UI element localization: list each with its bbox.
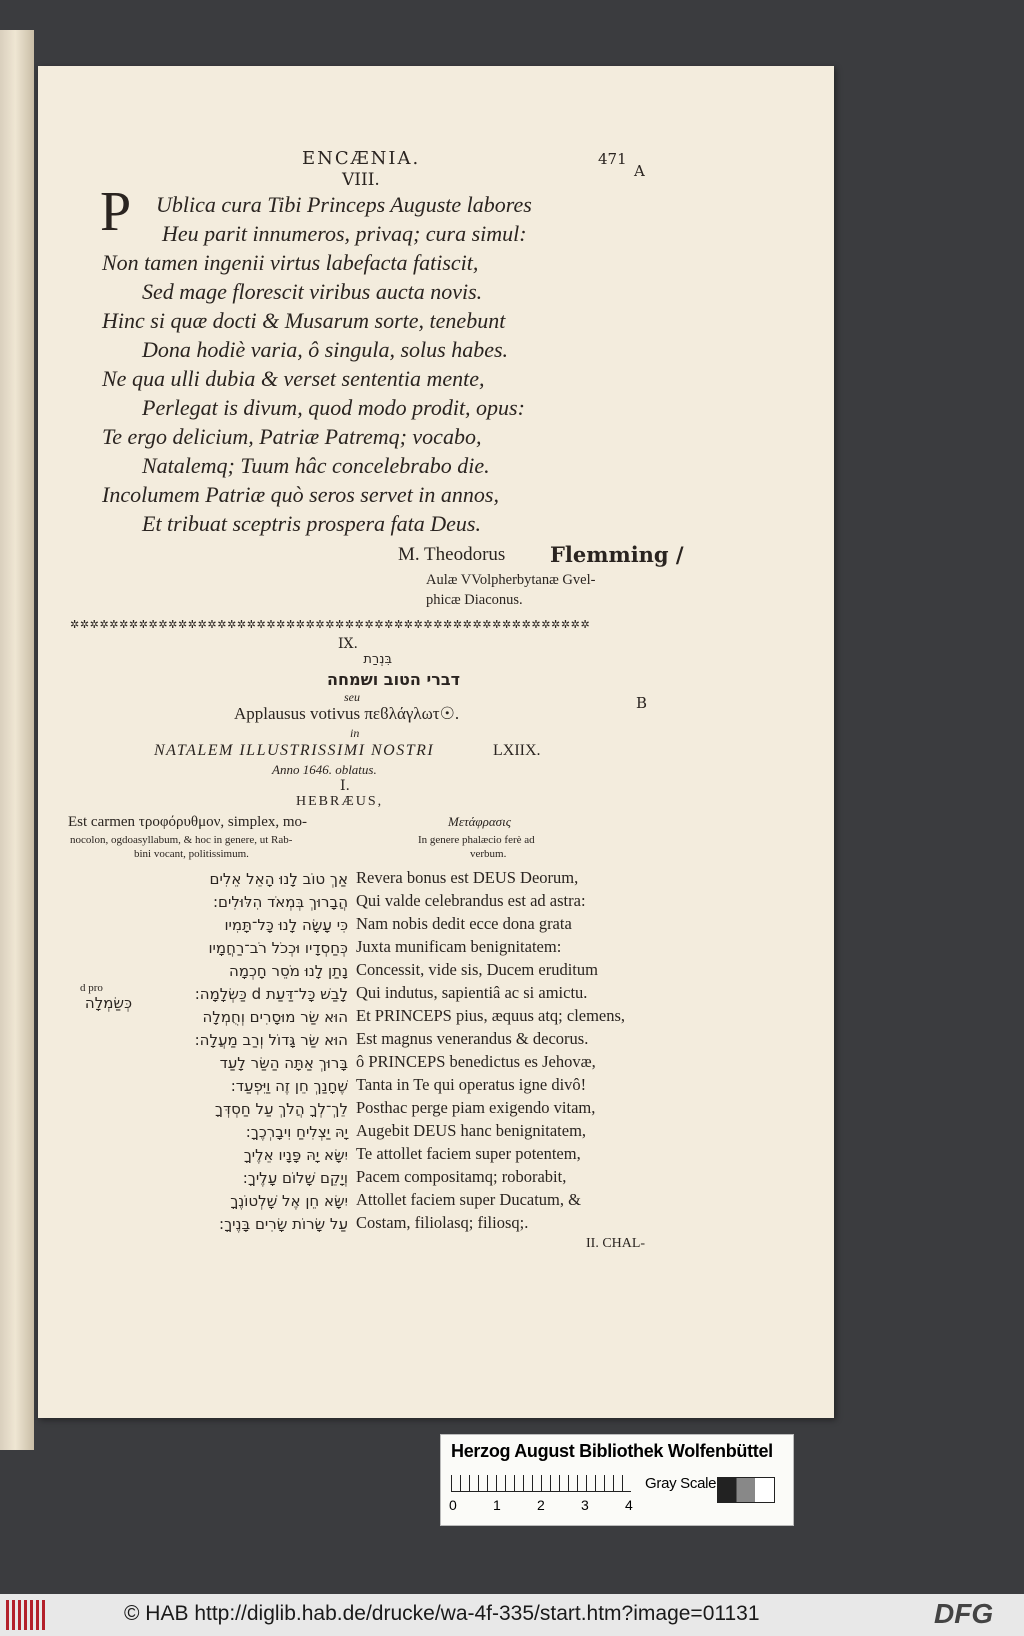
author-name: M. Theodorus <box>398 544 506 565</box>
drop-cap: P <box>100 181 132 243</box>
latin-line: Qui valde celebrandus est ad astra: <box>356 891 586 910</box>
poem-line: Non tamen ingenii virtus labefacta fatiscit, <box>102 250 479 275</box>
left-note-line: nocolon, ogdoasyllabum, & hoc in genere, ut Rab- <box>70 834 293 846</box>
latin-line: Qui indutus, sapientiâ ac si amictu. <box>356 983 588 1002</box>
poem-line: Hinc si quæ docti & Musarum sorte, tenebunt <box>102 308 506 333</box>
ruler <box>451 1475 631 1492</box>
hebrew-line: לָבַשׁ כָּל־דַּעַת d כַּשְׂלָמָה: <box>194 985 348 1003</box>
hebrew-line: אַךְ טוֹב לָנוּ הָאֵל אֵלִים <box>209 870 348 888</box>
in-word: in <box>350 726 360 740</box>
right-note-line: In genere phalæcio ferè ad <box>418 834 535 846</box>
hebrew-line: וְיָקֵם שָׁלוֹם עָלֶיךָ: <box>242 1169 348 1187</box>
section-number-viii: VIII. <box>342 170 380 190</box>
ruler-number: 0 <box>449 1497 457 1513</box>
latin-line: Juxta munificam benignitatem: <box>356 937 562 956</box>
hebraeus-heading: HEBRÆUS, <box>296 794 384 809</box>
ruler-number: 2 <box>537 1497 545 1513</box>
latin-line: Augebit DEUS hanc benignitatem, <box>356 1121 587 1140</box>
ornament-rule: ✲✲✲✲✲✲✲✲✲✲✲✲✲✲✲✲✲✲✲✲✲✲✲✲✲✲✲✲✲✲✲✲✲✲✲✲✲✲✲✲✲✲✲✲✲✲✲✲✲✲✲✲✲ <box>70 618 591 631</box>
right-note-title: Μετάφρασις <box>448 814 511 829</box>
right-note-line: verbum. <box>470 848 507 860</box>
document-page <box>38 66 834 1418</box>
latin-line: Nam nobis dedit ecce dona grata <box>356 914 572 933</box>
poem-line: Incolumem Patriæ quò seros servet in annos, <box>102 482 499 507</box>
poem-line: Sed mage florescit viribus aucta novis. <box>142 279 483 304</box>
hebrew-line: כִּי עָשָׂה לָנוּ כָּל־תָּמִיו <box>224 916 348 934</box>
poem-line: Ublica cura Tibi Princeps Auguste labores <box>156 192 532 217</box>
hebrew-line: יִשָּׂא יָהּ פָּנָיו אֵלֶיךָ <box>243 1146 348 1164</box>
hebrew-line: יִשָּׂא חֵן אֶל שָׁלְטוֹנֶךָ <box>230 1192 348 1210</box>
margin-note-pro: d pro <box>80 982 103 994</box>
section-number-i: I. <box>340 778 350 794</box>
ruler-number: 3 <box>581 1497 589 1513</box>
left-note-line: bini vocant, politissimum. <box>134 848 249 860</box>
hebrew-line: בָּרוּךְ אַתָּה הַשַּׂר לָעַד <box>219 1054 348 1072</box>
author-surname: Flemming / <box>550 542 684 567</box>
running-header: ENCÆNIA. <box>302 148 421 169</box>
poem-line: Natalemq; Tuum hâc concelebrabo die. <box>142 453 490 478</box>
footer-bar <box>0 1594 1024 1636</box>
author-office-line: Aulæ VVolpherbytanæ Gvel- <box>426 572 596 588</box>
poem-line: Te ergo delicium, Patriæ Patremq; vocabo, <box>102 424 482 449</box>
latin-line: Concessit, vide sis, Ducem eruditum <box>356 960 598 979</box>
poem-line: Dona hodiè varia, ô singula, solus habes. <box>142 337 509 362</box>
hebrew-line: נָתַן לָנוּ מֹסֵר חָכְמָה <box>229 962 348 980</box>
latin-line: ô PRINCEPS benedictus es Jehovæ, <box>356 1052 596 1071</box>
latin-line: Pacem compositamq; roborabit, <box>356 1167 567 1186</box>
latin-line: Est magnus venerandus & decorus. <box>356 1029 589 1048</box>
poem-line: Et tribuat sceptris prospera fata Deus. <box>142 511 481 536</box>
hebrew-line: הוּא שַׂר גָּדוֹל וְרַב מַעֲלָה: <box>194 1031 348 1049</box>
latin-line: Costam, filiolasq; filiosq;. <box>356 1213 529 1232</box>
latin-line: Et PRINCEPS pius, æquus atq; clemens, <box>356 1006 626 1025</box>
latin-line: Posthac perge piam exigendo vitam, <box>356 1098 596 1117</box>
gray-scale-swatch <box>717 1477 775 1503</box>
natalem-title: NATALEM ILLUSTRISSIMI NOSTRI <box>154 742 435 759</box>
ruler-number: 4 <box>625 1497 633 1513</box>
footer-url[interactable]: © HAB http://diglib.hab.de/drucke/wa-4f-335/start.htm?image=01131 <box>124 1602 760 1625</box>
left-note-line: Est carmen τροφόρυθμον, simplex, mo- <box>68 814 308 830</box>
poem-line: Perlegat is divum, quod modo prodit, opus: <box>142 395 525 420</box>
hebrew-title: דברי הטוב ושמחה <box>327 670 460 689</box>
natalem-number: LXIIX. <box>493 742 541 759</box>
dfg-logo: DFG <box>934 1598 994 1629</box>
latin-line: Tanta in Te qui operatus igne divô! <box>356 1075 587 1094</box>
library-name: Herzog August Bibliothek Wolfenbüttel <box>451 1441 773 1461</box>
latin-line: Attollet faciem super Ducatum, & <box>356 1190 581 1209</box>
margin-letter-b: B <box>636 694 648 712</box>
catchword: II. CHAL- <box>586 1236 646 1251</box>
library-color-target <box>440 1434 794 1526</box>
hebrew-line: שֶׁחָנַךְ חֵן זֶה וַיִּפְעַד: <box>230 1077 348 1095</box>
latin-line: Te attollet faciem super potentem, <box>356 1144 581 1163</box>
hebrew-line: הוּא שַׂר מוּסָרִים וְחֻמְלָה <box>202 1008 348 1026</box>
poem-line: Heu parit innumeros, privaq; cura simul: <box>162 221 527 246</box>
hebrew-line: כְּחַסְדָיו וּכְכֹל רֹב־רַחֲמָיו <box>208 939 348 957</box>
anno-line: Anno 1646. oblatus. <box>272 762 377 777</box>
adjacent-page-edge <box>0 30 34 1450</box>
margin-note-hebrew: כְּשַׂמְלָה <box>84 994 132 1012</box>
poem-line: Ne qua ulli dubia & verset sententia mente, <box>102 366 485 391</box>
author-office-line: phicæ Diaconus. <box>426 592 523 608</box>
gray-scale-label: Gray Scale <box>645 1475 717 1492</box>
latin-line: Revera bonus est DEUS Deorum, <box>356 868 579 887</box>
hebrew-title-top: בִּנְרַת <box>363 652 392 667</box>
hebrew-line: עַל שָׂרוֹת שָׂרִים בָּנֶיךָ: <box>219 1215 348 1233</box>
seu-word: seu <box>344 690 360 704</box>
hebrew-line: לֵךְ־לְךָ הֲלֹךְ עַל חַסְדְּךָ <box>214 1100 348 1118</box>
margin-letter-a: A <box>634 162 645 180</box>
hebrew-line: יָהּ יַצְלִיחַ וִיבָרְכֶךָ: <box>245 1123 348 1141</box>
page-number: 471 <box>598 150 627 168</box>
applausus-title: Applausus votivus πεϐλάγλωτ☉. <box>234 704 460 723</box>
section-number-ix: IX. <box>338 636 358 652</box>
hab-logo-icon <box>6 1600 46 1630</box>
hebrew-line: הֲבָרוּךְ בְּמְאֹד הִלּוּלִים: <box>213 893 348 911</box>
ruler-number: 1 <box>493 1497 501 1513</box>
